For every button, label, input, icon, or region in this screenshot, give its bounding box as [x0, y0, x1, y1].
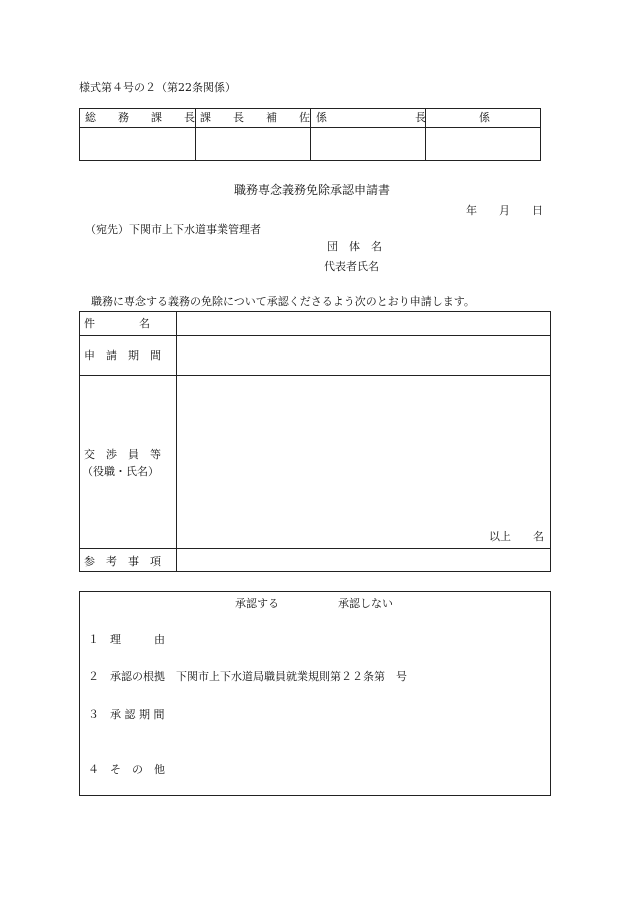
row-divider-1	[80, 335, 550, 336]
stamp-header-divider	[80, 127, 540, 128]
reference-label: 参 考 事 項	[84, 555, 161, 568]
subject-field[interactable]	[179, 314, 547, 333]
stamp-box-general-affairs-chief[interactable]	[82, 130, 192, 158]
form-number: 様式第４号の２（第22条関係）	[79, 81, 236, 94]
date-line: 年 月 日	[466, 204, 543, 217]
representative-name-label: 代表者氏名	[324, 260, 379, 273]
application-period-field[interactable]	[179, 338, 547, 373]
reason-label: 理 由	[110, 633, 165, 646]
stamp-header-section-chief: 係 長	[316, 111, 426, 124]
stamp-box-staff[interactable]	[428, 130, 538, 158]
approval-stamp-table	[79, 108, 541, 161]
org-name-label: 団 体 名	[327, 240, 382, 253]
stamp-header-general-affairs-chief: 総 務 課 長	[85, 111, 195, 124]
label-column-divider	[176, 312, 177, 571]
reference-field[interactable]	[179, 551, 547, 569]
approval-period-label: 承 認 期 間	[110, 708, 165, 721]
item-1-number: １	[88, 633, 99, 646]
representative-name-field[interactable]	[388, 258, 548, 274]
application-period-label: 申 請 期 間	[84, 349, 161, 362]
negotiator-count: 以上 名	[489, 530, 544, 543]
basis-label: 承認の根拠 下関市上下水道局職員就業規則第２２条第 号	[110, 670, 407, 683]
stamp-box-deputy-chief[interactable]	[198, 130, 308, 158]
item-3-number: ３	[88, 708, 99, 721]
row-divider-3	[80, 548, 550, 549]
other-label: そ の 他	[110, 763, 165, 776]
stamp-box-section-chief[interactable]	[313, 130, 423, 158]
row-divider-2	[80, 375, 550, 376]
decision-box	[79, 591, 551, 796]
approve-option[interactable]: 承認する	[235, 597, 279, 610]
stamp-header-deputy-chief: 課 長 補 佐	[200, 111, 310, 124]
item-2-number: ２	[88, 670, 99, 683]
application-form-table	[79, 311, 551, 572]
org-name-field[interactable]	[388, 238, 548, 254]
addressee: （宛先）下関市上下水道事業管理者	[85, 223, 261, 236]
intro-text: 職務に専念する義務の免除について承認くださるよう次のとおり申請します。	[91, 295, 475, 308]
page-title: 職務専念義務免除承認申請書	[234, 183, 391, 197]
item-4-number: ４	[88, 763, 99, 776]
subject-label: 件 名	[84, 317, 150, 330]
reject-option[interactable]: 承認しない	[338, 597, 393, 610]
negotiator-sublabel: （役職・氏名）	[82, 465, 159, 478]
negotiator-label: 交 渉 員 等	[84, 448, 161, 461]
negotiator-field[interactable]	[179, 378, 547, 528]
stamp-header-staff: 係	[479, 111, 490, 124]
